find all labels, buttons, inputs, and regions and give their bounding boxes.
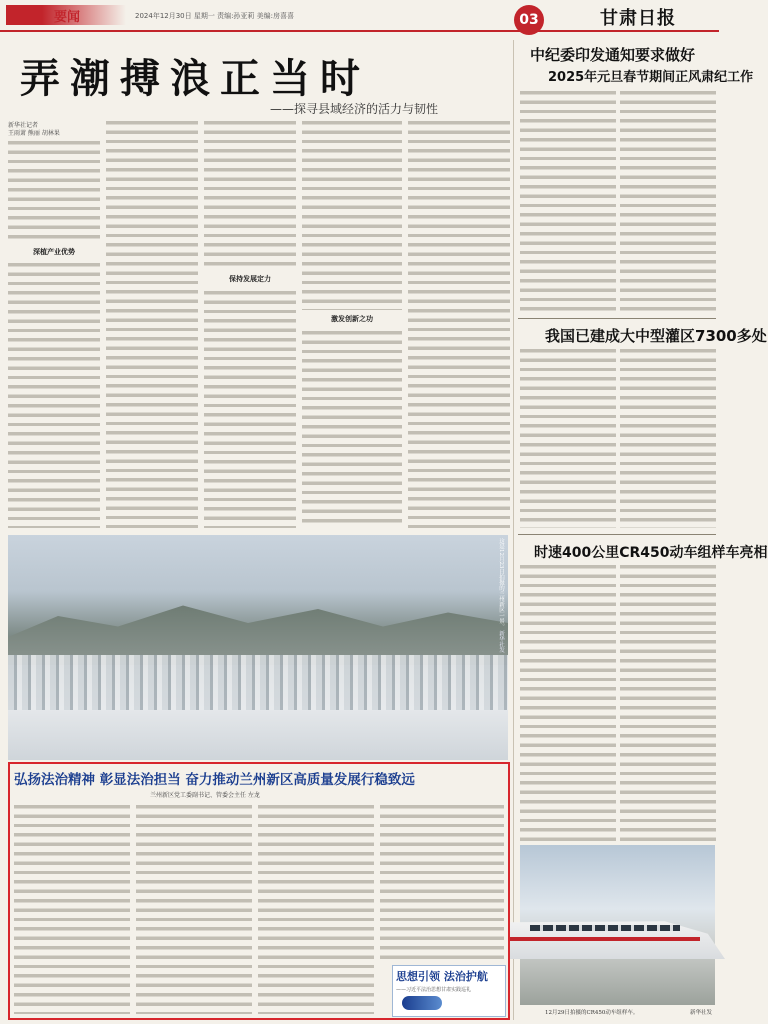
column-logo-subtitle: ——习近平法治思想甘肃实践巡礼	[396, 987, 472, 993]
right-rule-2	[518, 534, 716, 535]
lead-byline-authors: 王雨萧 熊丽 胡林果	[8, 130, 60, 137]
photo-caption-text: 这是12月23日拍摄的兰州新区一景。	[498, 538, 504, 629]
right-rule-1	[518, 318, 716, 319]
box-column-1	[14, 802, 130, 1014]
box-column-3	[258, 802, 374, 1014]
train-credit: 新华社发	[690, 1010, 713, 1016]
column-logo-title: 思想引领 法治护航	[396, 970, 488, 983]
train-photo	[520, 845, 715, 1005]
right-story2-col-2	[620, 346, 716, 528]
lead-column-3	[204, 118, 296, 528]
new-area-photo	[8, 535, 508, 760]
photo-credit: 新华社发	[498, 630, 504, 653]
right-story1-title-line2: 2025年元旦春节期间正风肃纪工作	[548, 70, 754, 85]
right-story1-title-line1: 中纪委印发通知要求做好	[530, 46, 696, 64]
right-story1-col-2	[620, 88, 716, 313]
right-story3-title: 时速400公里CR450动车组样车亮相	[534, 545, 768, 561]
box-column-4	[380, 802, 504, 960]
lead-column-2	[106, 118, 198, 528]
lead-column-4	[302, 118, 402, 528]
lead-title: 弄潮搏浪正当时	[20, 55, 370, 102]
featured-article-title: 弘扬法治精神 彰显法治担当 奋力推动兰州新区高质量发展行稳致远	[14, 772, 415, 788]
lead-section-head-1: 深植产业优势	[33, 248, 75, 256]
masthead-logo: 甘肃日报	[600, 8, 676, 29]
lead-subtitle: ——探寻县域经济的活力与韧性	[270, 102, 439, 116]
lead-section-head-3: 激发创新之功	[331, 315, 373, 323]
right-story3-col-1	[520, 562, 616, 842]
right-story1-col-1	[520, 88, 616, 313]
train-caption: 12月29日拍摄的CR450动车组样车。	[545, 1010, 639, 1016]
lead-column-5	[408, 118, 510, 528]
column-divider	[513, 40, 514, 1020]
lead-byline-agency: 新华社记者	[8, 122, 39, 129]
logo-emblem-icon	[402, 996, 442, 1010]
right-story3-col-2	[620, 562, 716, 842]
box-column-2	[136, 802, 252, 1014]
right-story2-title: 我国已建成大中型灌区7300多处	[545, 327, 767, 345]
right-story2-col-1	[520, 346, 616, 528]
section-tag	[6, 5, 126, 25]
lead-column-1	[8, 138, 100, 528]
section-label: 要闻	[54, 10, 81, 25]
featured-article-author: 兰州新区党工委副书记、管委会主任 左龙	[150, 792, 260, 799]
date-line: 2024年12月30日 星期一 责编:孙亚莉 美编:房喜喜	[135, 12, 295, 20]
page-number: 03	[514, 5, 544, 35]
photo-caption	[465, 538, 505, 758]
lead-section-head-2: 保持发展定力	[229, 275, 271, 283]
